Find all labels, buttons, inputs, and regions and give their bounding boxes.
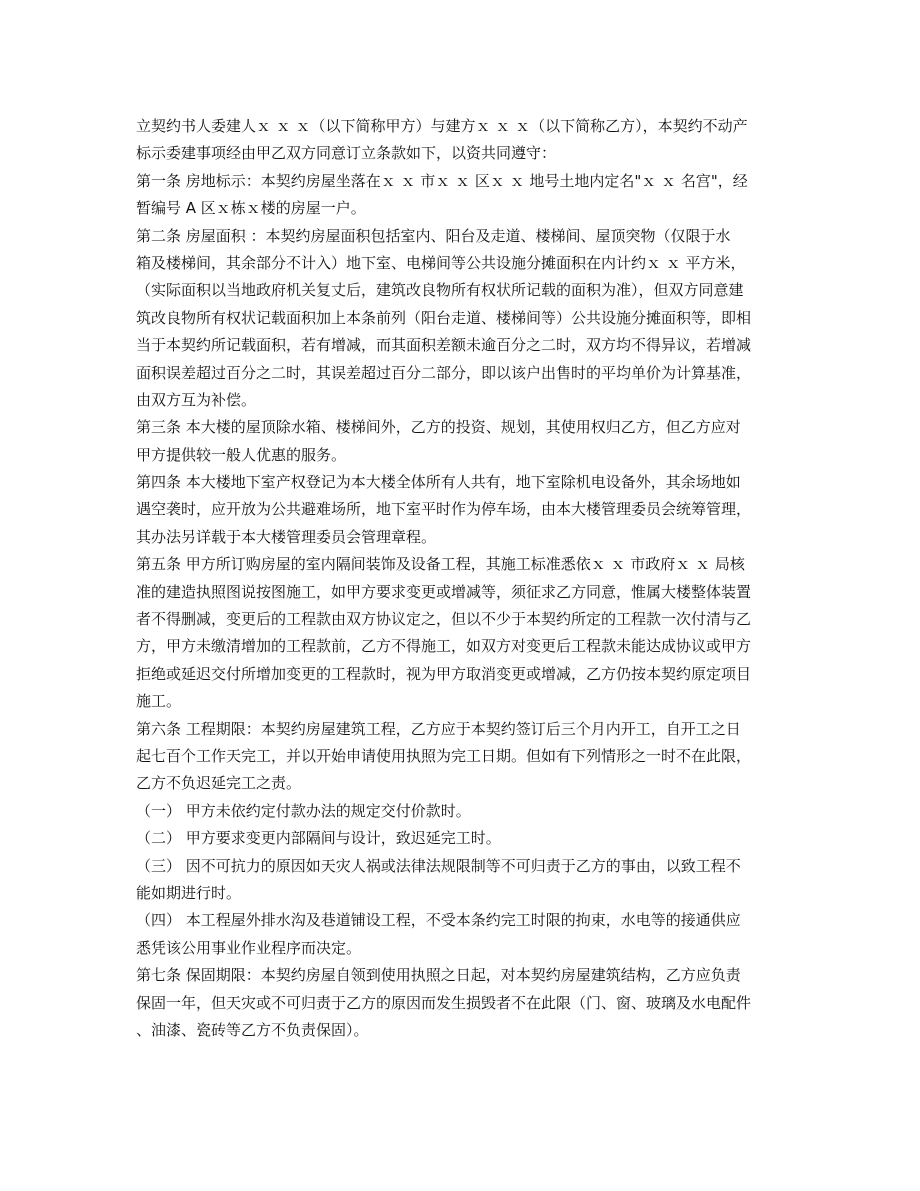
list-item-3: （三） 因不可抗力的原因如天灾人祸或法律法规限制等不可归责于乙方的事由，以致工程不 — [136, 856, 741, 875]
list-item-4: （四） 本工程屋外排水沟及巷道铺设工程，不受本条约完工时限的拘束，水电等的接通供应 — [136, 911, 741, 930]
text-line: 箱及楼梯间，其余部分不计入）地下室、电梯间等公共设施分摊面积在内计约ｘ ｘ 平方米， — [136, 253, 746, 272]
text-line: 准的建造执照图说按图施工，如甲方要求变更或增减等，须征求乙方同意，惟属大楼整体装置 — [136, 582, 752, 601]
text-line: 其办法另详载于本大楼管理委员会管理章程。 — [136, 527, 437, 546]
article-7-line: 第七条 保固期限：本契约房屋自领到使用执照之日起，对本契约房屋建筑结构，乙方应负责 — [136, 966, 741, 985]
text-line: （实际面积以当地政府机关复丈后，建筑改良物所有权状所记载的面积为准），但双方同意建 — [136, 281, 744, 300]
text-line: 拒绝或延迟交付所增加变更的工程款时，视为甲方取消变更或增减，乙方仍按本契约原定项目 — [136, 664, 752, 683]
text-line: 立契约书人委建人ｘ ｘ ｘ（以下简称甲方）与建方ｘ ｘ ｘ（以下简称乙方），本契约不动产 — [136, 117, 748, 135]
text-line: 者不得删减，变更后的工程款由双方协议定之，但以不少于本契约所定的工程款一次付清与乙 — [136, 610, 752, 629]
text-line: 甲方提供较一般人优惠的服务。 — [136, 445, 347, 464]
article-3-line: 第三条 本大楼的屋顶除水箱、楼梯间外，乙方的投资、规划，其使用权归乙方，但乙方应对 — [136, 418, 741, 437]
article-5-line: 第五条 甲方所订购房屋的室内隔间装饰及设备工程，其施工标准悉依ｘ ｘ 市政府ｘ ｘ 局核 — [136, 555, 745, 574]
article-1-line: 第一条 房地标示：本契约房屋坐落在ｘ ｘ 市ｘ ｘ 区ｘ ｘ 地号土地内定名"ｘ ｘ 名宫"，经 — [136, 171, 748, 190]
text-line: 悉凭该公用事业作业程序而决定。 — [136, 938, 362, 957]
list-item-2: （二） 甲方要求变更内部隔间与设计，致迟延完工时。 — [136, 829, 501, 848]
article-4-line: 第四条 本大楼地下室产权登记为本大楼全体所有人共有，地下室除机电设备外，其余场地如 — [136, 473, 741, 492]
text-line: 乙方不负迟延完工之责。 — [136, 774, 302, 793]
text-line: 保固一年，但天灾或不可归责于乙方的原因而发生损毁者不在此限（门、窗、玻璃及水电配件 — [136, 993, 752, 1012]
text-line: 遇空袭时，应开放为公共避难场所，地下室平时作为停车场，由本大楼管理委员会统筹管理， — [136, 500, 752, 519]
text-line: 起七百个工作天完工，并以开始申请使用执照为完工日期。但如有下列情形之一时不在此限， — [136, 746, 752, 765]
text-line: 能如期进行时。 — [136, 883, 242, 902]
text-line: 面积误差超过百分之二时，其误差超过百分二部分，即以该户出售时的平均单价为计算基准， — [136, 363, 752, 382]
text-line: 由双方互为补偿。 — [136, 390, 257, 409]
text-line: 方，甲方未缴清增加的工程款前，乙方不得施工，如双方对变更后工程款未能达成协议或甲方 — [136, 637, 752, 656]
article-2-line: 第二条 房屋面积 ：本契约房屋面积包括室内、阳台及走道、楼梯间、屋顶突物（仅限于水 — [136, 226, 731, 245]
text-line: 施工。 — [136, 692, 182, 711]
contract-body — [136, 113, 781, 1044]
list-item-1: （一） 甲方未依约定付款办法的规定交付价款时。 — [136, 801, 471, 820]
text-line: 暂编号 A 区ｘ栋ｘ楼的房屋一户。 — [136, 199, 366, 218]
text-line: 当于本契约所记载面积，若有增减，而其面积差额未逾百分之二时，双方均不得异议，若增减 — [136, 336, 752, 355]
article-6-line: 第六条 工程期限：本契约房屋建筑工程，乙方应于本契约签订后三个月内开工，自开工之日 — [136, 719, 741, 738]
text-line: 、油漆、瓷砖等乙方不负责保固）。 — [136, 1020, 369, 1039]
text-line: 标示委建事项经由甲乙双方同意订立条款如下，以资共同遵守： — [136, 144, 557, 163]
text-line: 筑改良物所有权状记载面积加上本条前列（阳台走道、楼梯间等）公共设施分摊面积等，即相 — [136, 308, 752, 327]
